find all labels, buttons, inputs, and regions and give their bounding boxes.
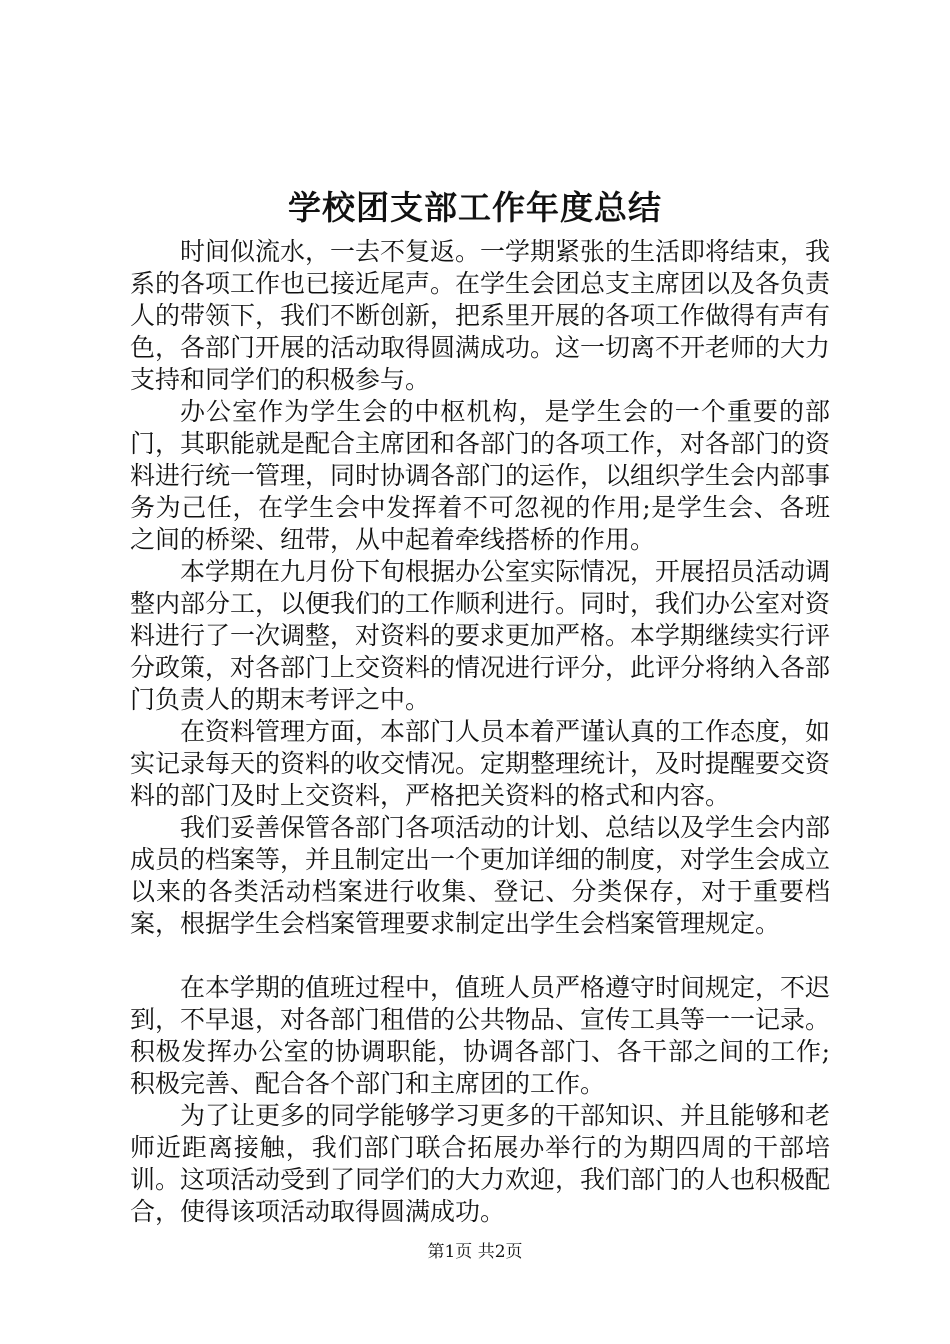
paragraph: 为了让更多的同学能够学习更多的干部知识、并且能够和老师近距离接触，我们部门联合拓展办举行的为期四周的干部培训。这项活动受到了同学们的大力欢迎，我们部门的人也积极配合，使得该项活动取得圆满成功。 (130, 1101, 831, 1226)
document-title: 学校团支部工作年度总结 (288, 188, 662, 227)
paragraph: 在本学期的值班过程中，值班人员严格遵守时间规定，不迟到，不早退，对各部门租借的公共物品、宣传工具等一一记录。积极发挥办公室的协调职能，协调各部门、各干部之间的工作;积极完善、配合各个部门和主席团的工作。 (130, 973, 831, 1098)
paragraph: 在资料管理方面，本部门人员本着严谨认真的工作态度，如实记录每天的资料的收交情况。定期整理统计，及时提醒要交资料的部门及时上交资料，严格把关资料的格式和内容。 (130, 717, 831, 810)
paragraph: 我们妥善保管各部门各项活动的计划、总结以及学生会内部成员的档案等，并且制定出一个更加详细的制度，对学生会成立以来的各类活动档案进行收集、登记、分类保存，对于重要档案，根据学生会档案管理要求制定出学生会档案管理规定。 (130, 813, 831, 938)
paragraph: 本学期在九月份下旬根据办公室实际情况，开展招员活动调整内部分工，以便我们的工作顺利进行。同时，我们办公室对资料进行了一次调整，对资料的要求更加严格。本学期继续实行评分政策，对各部门上交资料的情况进行评分，此评分将纳入各部门负责人的期末考评之中。 (130, 557, 831, 714)
document-body (130, 236, 830, 1228)
page-number: 第1页 共2页 (427, 1242, 523, 1262)
paragraph: 时间似流水，一去不复返。一学期紧张的生活即将结束，我系的各项工作也已接近尾声。在学生会团总支主席团以及各负责人的带领下，我们不断创新，把系里开展的各项工作做得有声有色，各部门开展的活动取得圆满成功。这一切离不开老师的大力支持和同学们的积极参与。 (130, 237, 831, 394)
paragraph: 办公室作为学生会的中枢机构，是学生会的一个重要的部门，其职能就是配合主席团和各部门的各项工作，对各部门的资料进行统一管理，同时协调各部门的运作，以组织学生会内部事务为己任，在学生会中发挥着不可忽视的作用;是学生会、各班之间的桥梁、纽带，从中起着牵线搭桥的作用。 (130, 397, 831, 554)
